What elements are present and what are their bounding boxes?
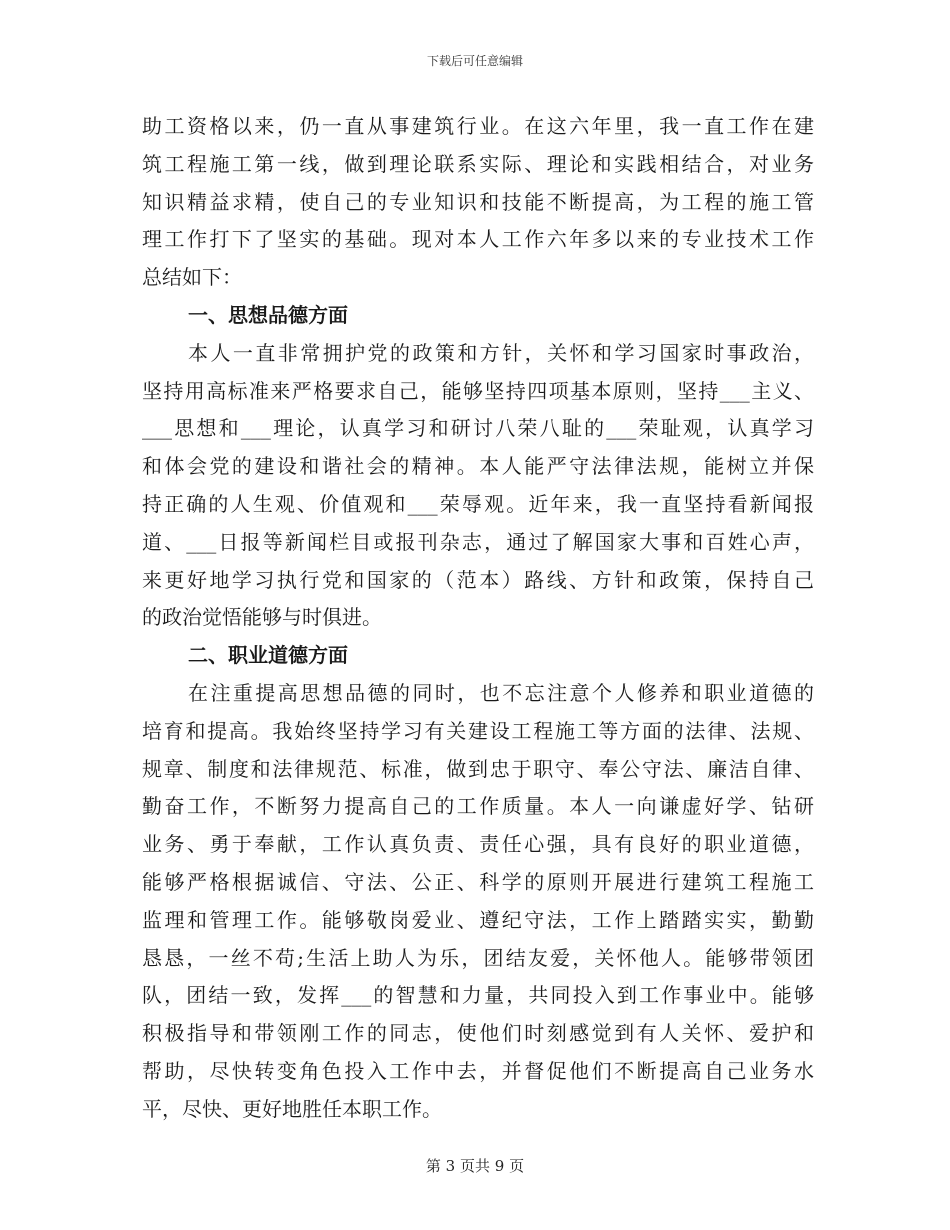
paragraph-line: 总结如下： bbox=[142, 265, 242, 290]
paragraph-line: 能够严格根据诚信、守法、公正、科学的原则开展进行建筑工程施工 bbox=[142, 869, 814, 894]
page-number: 第 3 页共 9 页 bbox=[425, 1157, 525, 1175]
paragraph-line: 积极指导和带领刚工作的同志，使他们时刻感觉到有人关怀、爱护和 bbox=[142, 1021, 814, 1046]
paragraph-line: 恳恳，一丝不苟;生活上助人为乐，团结友爱，关怀他人。能够带领团 bbox=[142, 945, 814, 970]
paragraph-line: 筑工程施工第一线，做到理论联系实际、理论和实践相结合，对业务 bbox=[142, 151, 814, 176]
document-body bbox=[142, 108, 814, 1129]
paragraph-line: 来更好地学习执行党和国家的（范本）路线、方针和政策，保持自己 bbox=[142, 567, 814, 592]
paragraph-line: ___思想和___理论，认真学习和研讨八荣八耻的___荣耻观，认真学习 bbox=[142, 416, 814, 441]
paragraph-line: 监理和管理工作。能够敬岗爱业、遵纪守法，工作上踏踏实实，勤勤 bbox=[142, 907, 814, 932]
section-heading: 二、职业道德方面 bbox=[188, 643, 348, 668]
paragraph-line: 坚持用高标准来严格要求自己，能够坚持四项基本原则，坚持___主义、 bbox=[142, 378, 814, 403]
paragraph-line: 培育和提高。我始终坚持学习有关建设工程施工等方面的法律、法规、 bbox=[142, 718, 814, 743]
paragraph-line: 持正确的人生观、价值观和___荣辱观。近年来，我一直坚持看新闻报 bbox=[142, 491, 814, 516]
paragraph-line: 规章、制度和法律规范、标准，做到忠于职守、奉公守法、廉洁自律、 bbox=[142, 756, 814, 781]
paragraph-line: 帮助，尽快转变角色投入工作中去，并督促他们不断提高自己业务水 bbox=[142, 1058, 814, 1083]
section-heading: 一、思想品德方面 bbox=[188, 302, 348, 327]
paragraph-line: 本人一直非常拥护党的政策和方针，关怀和学习国家时事政治， bbox=[188, 340, 814, 365]
paragraph-line: 知识精益求精，使自己的专业知识和技能不断提高，为工程的施工管 bbox=[142, 189, 814, 214]
paragraph-line: 勤奋工作，不断努力提高自己的工作质量。本人一向谦虚好学、钻研 bbox=[142, 794, 814, 819]
page-header: 下载后可任意编辑 bbox=[426, 54, 523, 68]
paragraph-line: 业务、勇于奉献，工作认真负责、责任心强，具有良好的职业道德， bbox=[142, 832, 814, 857]
paragraph-line: 道、___日报等新闻栏目或报刊杂志，通过了解国家大事和百姓心声， bbox=[142, 529, 814, 554]
paragraph-line: 在注重提高思想品德的同时，也不忘注意个人修养和职业道德的 bbox=[188, 680, 814, 705]
paragraph-line: 的政治觉悟能够与时俱进。 bbox=[142, 605, 382, 630]
paragraph-line: 助工资格以来，仍一直从事建筑行业。在这六年里，我一直工作在建 bbox=[142, 114, 814, 138]
paragraph-line: 队，团结一致，发挥___的智慧和力量，共同投入到工作事业中。能够 bbox=[142, 983, 814, 1008]
paragraph-line: 和体会党的建设和谐社会的精神。本人能严守法律法规，能树立并保 bbox=[142, 454, 814, 479]
paragraph-line: 理工作打下了坚实的基础。现对本人工作六年多以来的专业技术工作 bbox=[142, 227, 814, 252]
paragraph-line: 平，尽快、更好地胜任本职工作。 bbox=[142, 1096, 442, 1121]
